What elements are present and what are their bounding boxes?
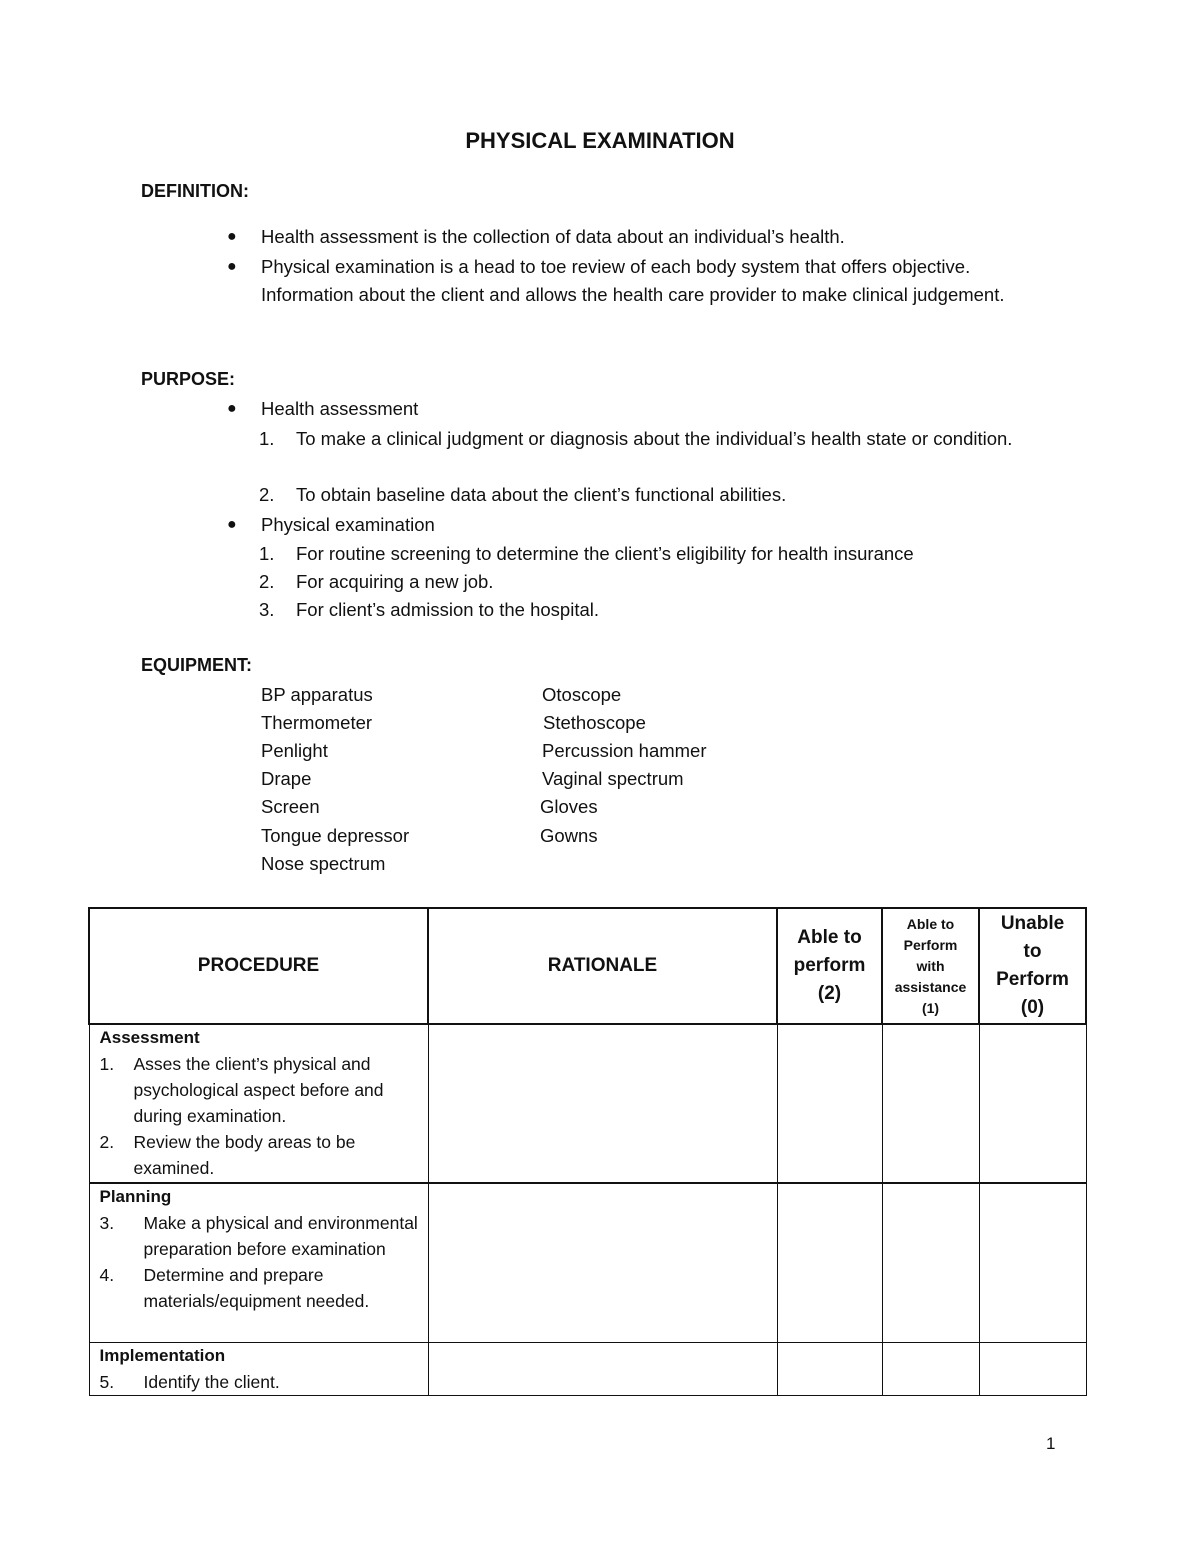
score-2-cell[interactable] [777, 1342, 882, 1395]
equipment-item: Gowns [540, 825, 598, 846]
procedure-cell [89, 1024, 428, 1183]
equipment-item: Stethoscope [543, 712, 646, 733]
score-1-cell[interactable] [882, 1183, 979, 1342]
equipment-item: Penlight [261, 740, 328, 761]
equipment-label: EQUIPMENT: [141, 655, 253, 675]
section-title: Assessment [99, 1028, 200, 1047]
bullet-dot-icon: ● [227, 516, 237, 533]
equipment-item: Gloves [540, 796, 598, 817]
procedure-step: 3. Make a physical and environmental preparation before examination [99, 1213, 418, 1259]
definition-label: DEFINITION: [141, 181, 249, 201]
equipment-item: Otoscope [542, 684, 622, 705]
rationale-header: RATIONALE [428, 908, 777, 1024]
list-item: 3. For client’s admission to the hospital. [259, 599, 600, 620]
page-number: 1 [1046, 1434, 1056, 1453]
purpose-label: PURPOSE: [141, 369, 236, 389]
procedure-step: 2. Review the body areas to be examined. [99, 1132, 356, 1178]
equipment-item: Nose spectrum [261, 853, 386, 874]
procedure-step: 4. Determine and prepare materials/equipment needed. [99, 1265, 370, 1311]
list-item: 2. For acquiring a new job. [259, 571, 494, 592]
perform-with-assistance-header: Able to Perform with assistance (1) [882, 908, 979, 1024]
equipment-item: Tongue depressor [261, 825, 410, 846]
equipment-item: Vaginal spectrum [542, 768, 684, 789]
procedure-cell [89, 1183, 428, 1342]
equipment-item: Screen [261, 796, 320, 817]
rationale-cell[interactable] [428, 1342, 777, 1395]
list-item: 1. To make a clinical judgment or diagnosis about the individual’s health state or condition. [259, 428, 1013, 449]
list-item: Physical examination is a head to toe review of each body system that offers objective. Information about the client and allows the health care provider to make clinical judgement. [261, 256, 1005, 305]
equipment-item: Drape [261, 768, 312, 789]
score-0-cell[interactable] [979, 1342, 1086, 1395]
bullet-dot-icon: ● [227, 228, 237, 245]
equipment-item: Thermometer [261, 712, 373, 733]
section-title: Implementation [99, 1345, 226, 1365]
procedure-step: 1. Asses the client’s physical and psychological aspect before and during examination. [99, 1054, 384, 1126]
score-2-cell[interactable] [777, 1183, 882, 1342]
bullet-dot-icon: ● [227, 400, 237, 417]
procedure-cell [89, 1342, 428, 1395]
page-title: PHYSICAL EXAMINATION [465, 128, 735, 153]
score-1-cell[interactable] [882, 1342, 979, 1395]
rationale-cell[interactable] [428, 1183, 777, 1342]
equipment-item: BP apparatus [261, 684, 373, 705]
bullet-dot-icon: ● [227, 258, 237, 275]
score-0-cell[interactable] [979, 1024, 1086, 1183]
rationale-cell[interactable] [428, 1024, 777, 1183]
table-row [89, 1342, 1086, 1395]
section-title: Planning [99, 1187, 172, 1206]
unable-to-perform-header: Unable to Perform (0) [979, 908, 1086, 1024]
score-1-cell[interactable] [882, 1024, 979, 1183]
list-item: 2. To obtain baseline data about the client’s functional abilities. [259, 484, 787, 505]
table-row [89, 1024, 1086, 1183]
table-header-row [89, 908, 1086, 1024]
procedure-header: PROCEDURE [89, 908, 428, 1024]
list-item: Health assessment is the collection of data about an individual’s health. [261, 226, 845, 247]
procedure-step: 5. Identify the client. [99, 1371, 280, 1392]
procedure-table [88, 907, 1087, 1396]
equipment-item: Percussion hammer [542, 740, 707, 761]
purpose-group-heading: Physical examination [261, 514, 435, 535]
table-row [89, 1183, 1086, 1342]
list-item: 1. For routine screening to determine the client’s eligibility for health insurance [259, 543, 914, 564]
score-2-cell[interactable] [777, 1024, 882, 1183]
score-0-cell[interactable] [979, 1183, 1086, 1342]
purpose-group-heading: Health assessment [261, 398, 419, 419]
able-to-perform-header: Able to perform (2) [777, 908, 882, 1024]
